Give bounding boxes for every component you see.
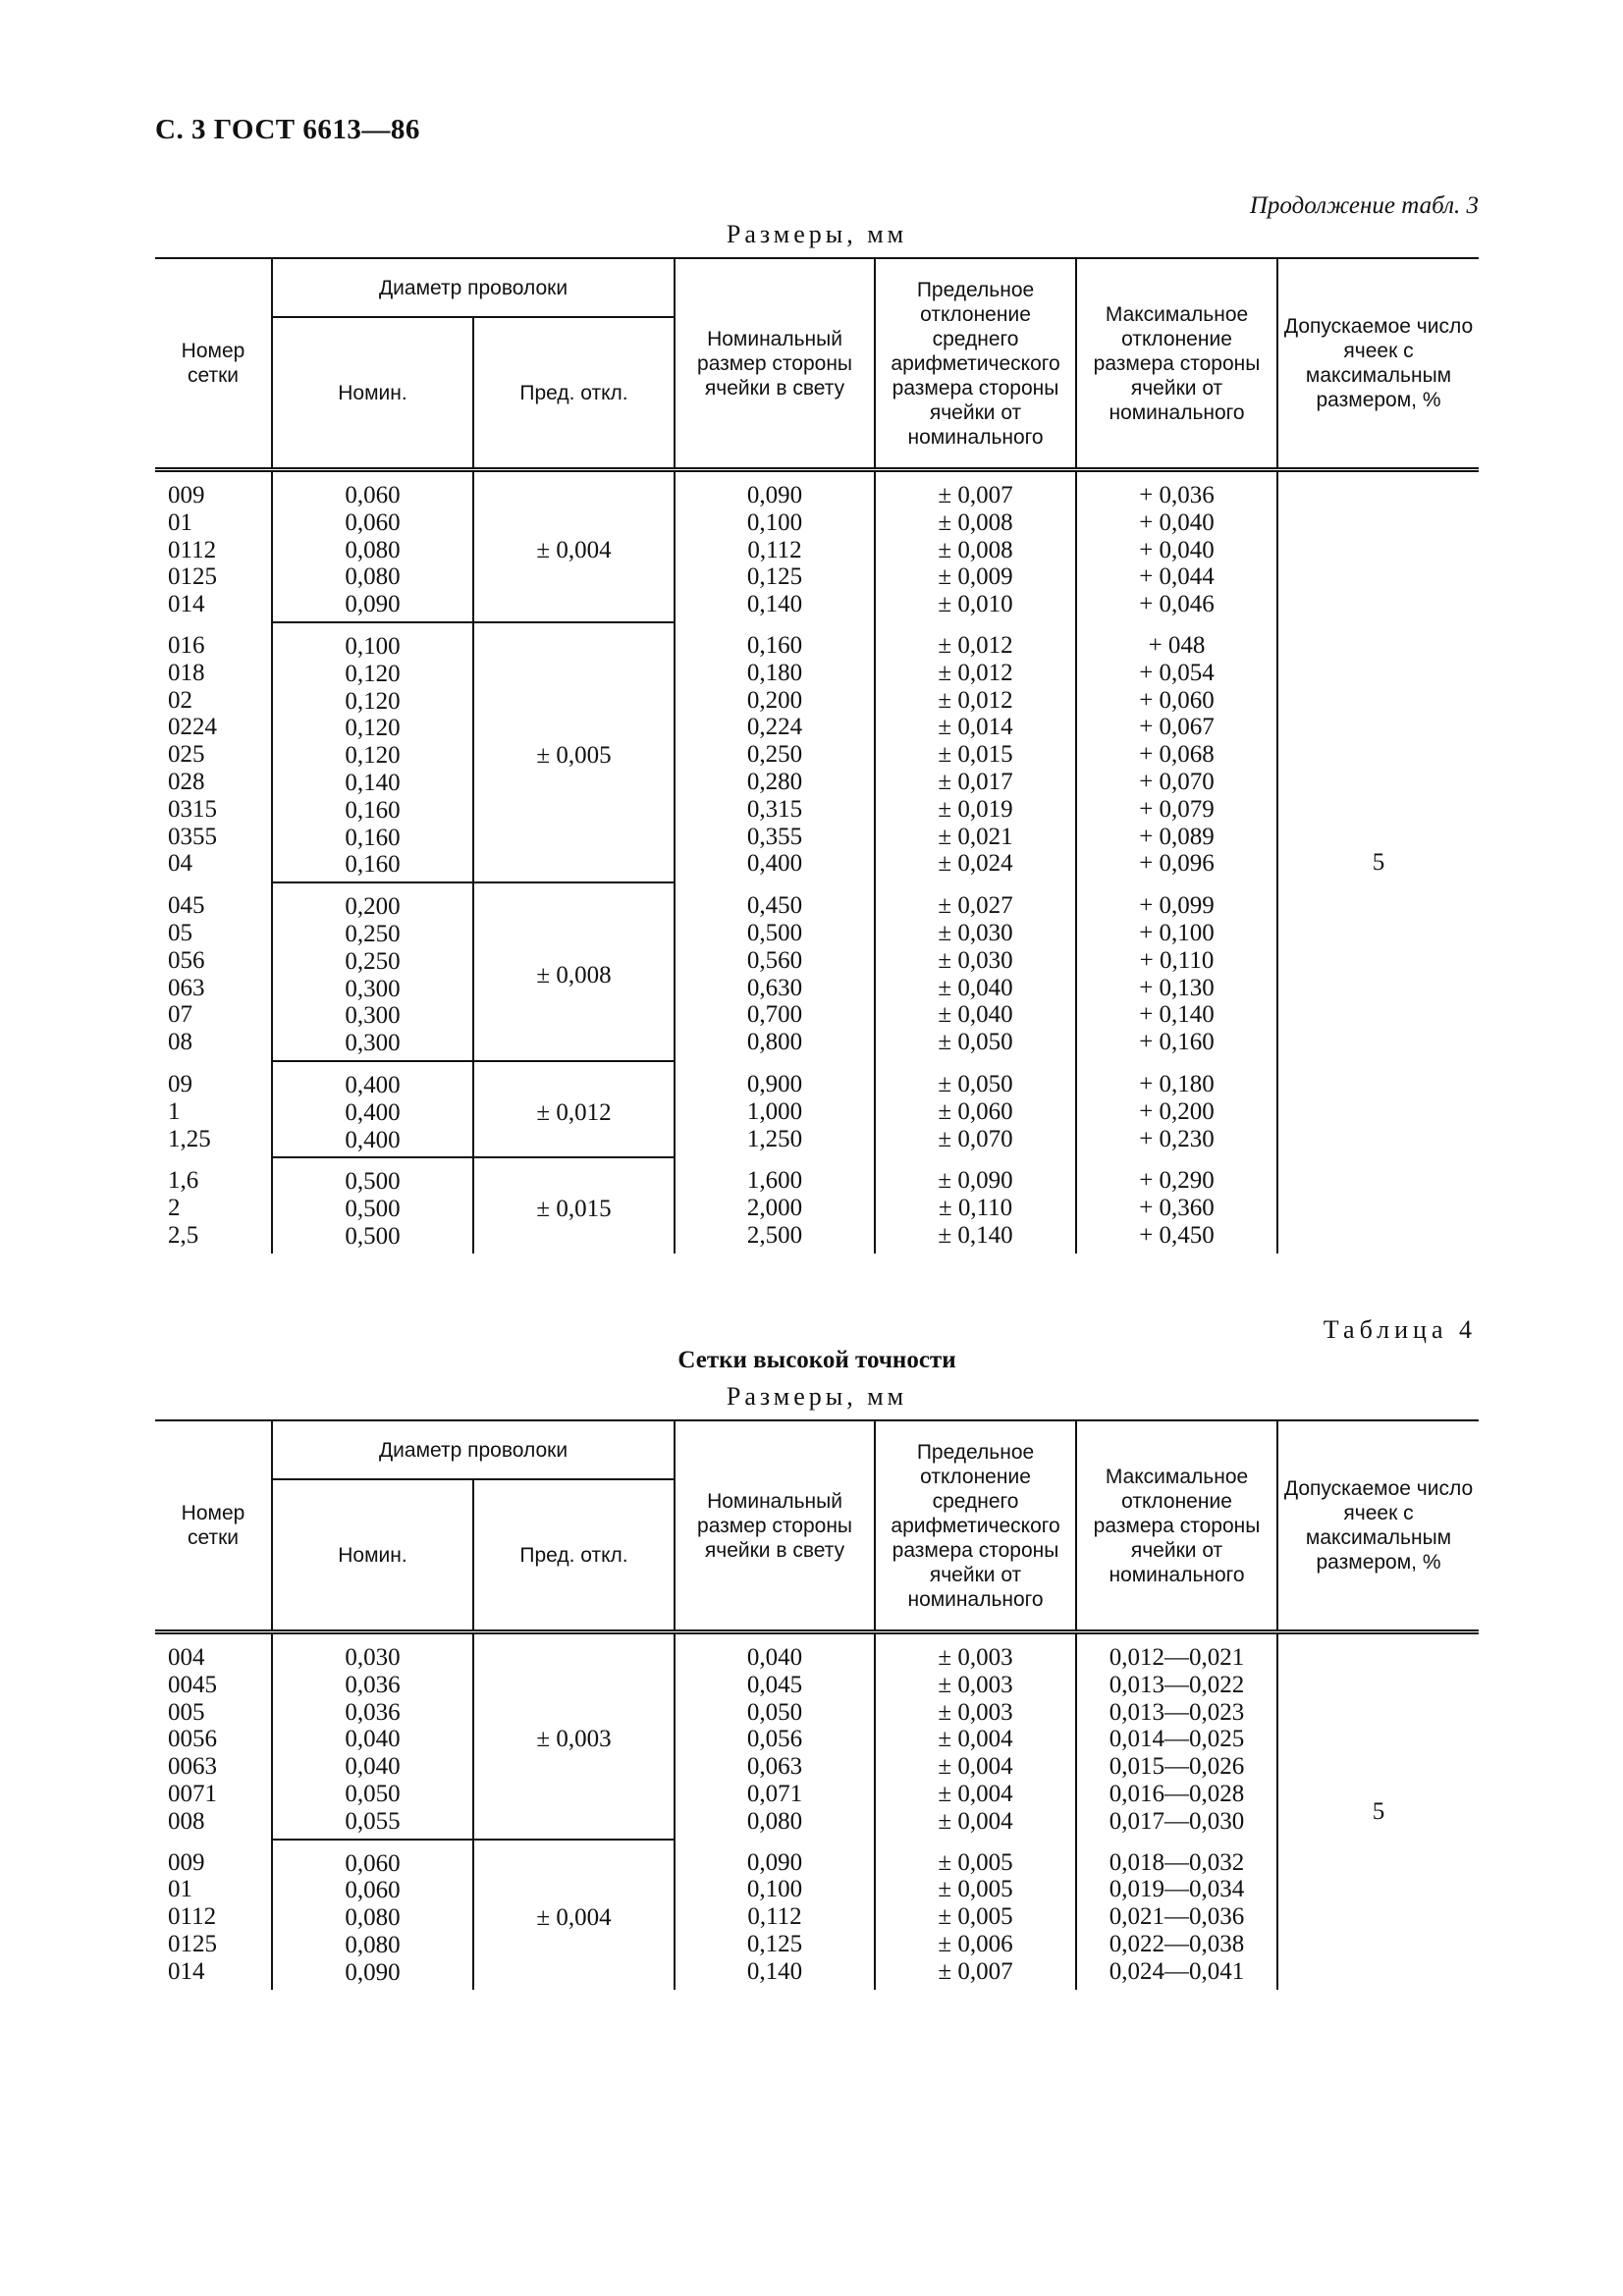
cell-value: 0125 (168, 1930, 217, 1957)
cell-value: 0,019—0,034 (1109, 1876, 1245, 1903)
cell-value: ± 0,008 (938, 508, 1013, 536)
cell-value: 0,160 (345, 796, 401, 824)
cell-value: ± 0,008 (938, 536, 1013, 563)
max-deviation-cell (1076, 470, 1277, 622)
table-4-label: Таблица 4 (1323, 1315, 1477, 1344)
cell-value: + 0,079 (1139, 795, 1215, 823)
cell-value: 01 (168, 508, 192, 536)
mesh-number-cell (155, 622, 272, 882)
cell-value: ± 0,006 (938, 1930, 1013, 1957)
cell-value: ± 0,004 (938, 1753, 1013, 1781)
cell-value: 0,090 (345, 591, 401, 618)
cell-value: 0,500 (345, 1196, 401, 1223)
cell-value: 0,120 (345, 687, 401, 715)
cell-value: 05 (168, 919, 192, 946)
cell-value: 0,500 (746, 919, 803, 946)
cell-value: + 0,040 (1139, 536, 1215, 563)
cell-value: 0,180 (746, 659, 803, 686)
cell-value: 0,250 (746, 741, 803, 769)
max-deviation-cell (1076, 622, 1277, 882)
wire-nominal-cell (272, 1061, 473, 1157)
cell-value: 0,050 (345, 1780, 401, 1807)
cell-value: ± 0,060 (938, 1097, 1013, 1125)
cell-value: ± 0,003 (938, 1698, 1013, 1726)
cell-value: ± 0,019 (938, 795, 1013, 823)
cell-value: ± 0,050 (938, 1070, 1013, 1097)
aperture-cell (675, 882, 875, 1061)
header-allowed-cells: Допускаемое число ячеек с максимальным размером, % (1277, 1420, 1479, 1632)
cell-value: + 0,060 (1139, 686, 1215, 714)
cell-value: + 0,450 (1139, 1221, 1215, 1249)
cell-value: 0,120 (345, 660, 401, 687)
cell-value: + 0,089 (1139, 823, 1215, 850)
cell-value: + 0,096 (1139, 850, 1215, 878)
cell-value: 0,080 (746, 1807, 803, 1835)
table-3 (155, 257, 1479, 1254)
cell-value: 016 (168, 631, 205, 659)
mesh-number-cell (155, 1061, 272, 1157)
wire-nominal-cell (272, 1632, 473, 1840)
max-deviation-cell (1076, 882, 1277, 1061)
cell-value: 0,400 (746, 850, 803, 878)
cell-value: + 0,068 (1139, 741, 1215, 769)
cell-value: 0,036 (345, 1698, 401, 1726)
cell-value: 0,080 (345, 1931, 401, 1958)
cell-value: 02 (168, 686, 192, 714)
header-nominal-aperture: Номинальный размер стороны ячейки в свету (675, 1420, 875, 1632)
cell-value: 0,250 (345, 920, 401, 947)
cell-value: 0,300 (345, 1030, 401, 1057)
cell-value: 0,080 (345, 536, 401, 563)
tolerance-value: ± 0,003 (536, 1726, 612, 1753)
continuation-label: Продолжение табл. 3 (1249, 192, 1479, 219)
header-nominal-aperture: Номинальный размер стороны ячейки в свету (675, 258, 875, 470)
cell-value: ± 0,005 (938, 1848, 1013, 1876)
cell-value: 0,140 (345, 769, 401, 796)
cell-value: 0,012—0,021 (1109, 1644, 1245, 1671)
cell-value: + 0,160 (1139, 1029, 1215, 1056)
cell-value: 0,013—0,022 (1109, 1671, 1245, 1698)
table-3-body (155, 470, 1479, 1254)
cell-value: 0,014—0,025 (1109, 1726, 1245, 1753)
header-max-deviation: Максимальное отклонение размера стороны ячейки от номинального (1076, 258, 1277, 470)
cell-value: ± 0,009 (938, 563, 1013, 591)
mean-deviation-cell (875, 1157, 1076, 1253)
table-4 (155, 1419, 1479, 1990)
tolerance-value: ± 0,008 (536, 961, 612, 988)
tolerance-value: ± 0,005 (536, 742, 612, 770)
allowed-cells-value: 5 (1372, 848, 1385, 876)
mean-deviation-cell (875, 1061, 1076, 1157)
cell-value: 0,125 (746, 563, 803, 591)
wire-nominal-cell (272, 1157, 473, 1253)
cell-value: 09 (168, 1070, 192, 1097)
cell-value: + 0,180 (1139, 1070, 1215, 1097)
cell-value: 0315 (168, 795, 217, 823)
cell-value: 1 (168, 1097, 181, 1125)
cell-value: 028 (168, 768, 205, 795)
aperture-cell (675, 1061, 875, 1157)
cell-value: 0,024—0,041 (1109, 1957, 1245, 1985)
wire-nominal-cell (272, 1840, 473, 1990)
wire-tolerance-cell (473, 1840, 675, 1990)
cell-value: 2,000 (746, 1195, 803, 1222)
cell-value: ± 0,030 (938, 919, 1013, 946)
wire-nominal-cell (272, 882, 473, 1061)
cell-value: 0,120 (345, 742, 401, 770)
cell-value: 0,280 (746, 768, 803, 795)
aperture-cell (675, 622, 875, 882)
wire-tolerance-cell (473, 622, 675, 882)
cell-value: ± 0,012 (938, 686, 1013, 714)
cell-value: + 0,230 (1139, 1125, 1215, 1152)
cell-value: 2,500 (746, 1221, 803, 1249)
cell-value: 0,700 (746, 1001, 803, 1029)
cell-value: ± 0,004 (938, 1726, 1013, 1753)
header-max-deviation: Максимальное отклонение размера стороны ячейки от номинального (1076, 1420, 1277, 1632)
cell-value: 0,100 (746, 1876, 803, 1903)
cell-value: ± 0,110 (938, 1195, 1013, 1222)
max-deviation-cell (1076, 1157, 1277, 1253)
cell-value: + 0,044 (1139, 563, 1215, 591)
cell-value: 0,045 (746, 1671, 803, 1698)
cell-value: 0,021—0,036 (1109, 1903, 1245, 1931)
cell-value: 0,080 (345, 563, 401, 591)
table-row (155, 1632, 1479, 1840)
cell-value: ± 0,004 (938, 1807, 1013, 1835)
cell-value: ± 0,050 (938, 1029, 1013, 1056)
cell-value: 0,450 (746, 892, 803, 920)
cell-value: 0071 (168, 1780, 217, 1807)
cell-value: 063 (168, 974, 205, 1001)
cell-value: ± 0,021 (938, 823, 1013, 850)
cell-value: 0,036 (345, 1671, 401, 1698)
cell-value: 0,315 (746, 795, 803, 823)
wire-nominal-cell (272, 470, 473, 622)
cell-value: ± 0,005 (938, 1903, 1013, 1931)
cell-value: 0,160 (345, 851, 401, 879)
cell-value: ± 0,140 (938, 1221, 1013, 1249)
wire-tolerance-cell (473, 1061, 675, 1157)
cell-value: 0,015—0,026 (1109, 1753, 1245, 1781)
cell-value: 056 (168, 946, 205, 974)
tolerance-value: ± 0,012 (536, 1098, 612, 1126)
header-allowed-cells: Допускаемое число ячеек с максимальным размером, % (1277, 258, 1479, 470)
cell-value: + 0,067 (1139, 714, 1215, 741)
cell-value: ± 0,005 (938, 1876, 1013, 1903)
wire-tolerance-cell (473, 882, 675, 1061)
cell-value: 0,030 (345, 1644, 401, 1671)
cell-value: ± 0,007 (938, 482, 1013, 508)
cell-value: 1,250 (746, 1125, 803, 1152)
wire-tolerance-cell (473, 470, 675, 622)
cell-value: 0,400 (345, 1098, 401, 1126)
cell-value: + 0,036 (1139, 482, 1215, 508)
cell-value: 1,000 (746, 1097, 803, 1125)
cell-value: 0,300 (345, 1002, 401, 1030)
tolerance-value: ± 0,015 (536, 1196, 612, 1223)
cell-value: ± 0,012 (938, 659, 1013, 686)
cell-value: 0,300 (345, 975, 401, 1002)
cell-value: ± 0,007 (938, 1957, 1013, 1985)
cell-value: + 0,200 (1139, 1097, 1215, 1125)
cell-value: + 0,070 (1139, 768, 1215, 795)
cell-value: 08 (168, 1029, 192, 1056)
cell-value: 0,500 (345, 1168, 401, 1196)
cell-value: 0063 (168, 1753, 217, 1781)
cell-value: 0,063 (746, 1753, 803, 1781)
allowed-cells-cell (1277, 1632, 1479, 1990)
cell-value: ± 0,027 (938, 892, 1013, 920)
cell-value: 0,040 (345, 1753, 401, 1781)
cell-value: + 0,110 (1139, 946, 1215, 974)
max-deviation-cell (1076, 1840, 1277, 1990)
tolerance-value: ± 0,004 (536, 536, 612, 563)
mesh-number-cell (155, 470, 272, 622)
cell-value: 0224 (168, 714, 217, 741)
cell-value: 04 (168, 850, 192, 878)
cell-value: + 0,140 (1139, 1001, 1215, 1029)
cell-value: + 0,099 (1139, 892, 1215, 920)
header-wire-diameter: Диаметр проволоки (272, 1420, 675, 1479)
header-mesh-number: Номер сетки (155, 1420, 272, 1632)
cell-value: 0112 (168, 1903, 217, 1931)
max-deviation-cell (1076, 1061, 1277, 1157)
cell-value: + 0,130 (1139, 974, 1215, 1001)
header-mesh-number: Номер сетки (155, 258, 272, 470)
cell-value: 0,100 (345, 632, 401, 660)
wire-nominal-cell (272, 622, 473, 882)
cell-value: ± 0,090 (938, 1167, 1013, 1195)
cell-value: 008 (168, 1807, 205, 1835)
cell-value: 0,071 (746, 1780, 803, 1807)
header-tolerance: Пред. откл. (473, 317, 675, 470)
cell-value: ± 0,012 (938, 631, 1013, 659)
allowed-cells-value: 5 (1372, 1797, 1385, 1825)
cell-value: 0,017—0,030 (1109, 1807, 1245, 1835)
cell-value: + 048 (1148, 631, 1206, 659)
cell-value: 0,060 (345, 482, 401, 508)
cell-value: 0,400 (345, 1071, 401, 1098)
cell-value: 045 (168, 892, 205, 920)
header-nominal: Номин. (272, 1479, 473, 1632)
cell-value: ± 0,004 (938, 1780, 1013, 1807)
mean-deviation-cell (875, 1840, 1076, 1990)
cell-value: 009 (168, 482, 205, 508)
cell-value: 2 (168, 1195, 181, 1222)
mean-deviation-cell (875, 1632, 1076, 1840)
cell-value: ± 0,015 (938, 741, 1013, 769)
max-deviation-cell (1076, 1632, 1277, 1840)
cell-value: 1,6 (168, 1167, 199, 1195)
cell-value: + 0,046 (1139, 591, 1215, 618)
tolerance-value: ± 0,004 (536, 1904, 612, 1932)
header-tolerance: Пред. откл. (473, 1479, 675, 1632)
units-label-table4: Размеры, мм (726, 1382, 908, 1411)
table-row (155, 470, 1479, 622)
cell-value: 0,013—0,023 (1109, 1698, 1245, 1726)
cell-value: 0,355 (746, 823, 803, 850)
cell-value: ± 0,003 (938, 1644, 1013, 1671)
cell-value: 0,100 (746, 508, 803, 536)
mean-deviation-cell (875, 622, 1076, 882)
cell-value: 0,112 (747, 1903, 802, 1931)
cell-value: 014 (168, 1957, 205, 1985)
cell-value: 1,25 (168, 1125, 211, 1152)
cell-value: 0,400 (345, 1126, 401, 1153)
cell-value: 0,060 (345, 1849, 401, 1877)
cell-value: ± 0,003 (938, 1671, 1013, 1698)
header-mean-deviation: Предельное отклонение среднего арифметического размера стороны ячейки от номинального (875, 258, 1076, 470)
cell-value: 0,125 (746, 1930, 803, 1957)
cell-value: 005 (168, 1698, 205, 1726)
cell-value: 0,120 (345, 715, 401, 742)
cell-value: 0045 (168, 1671, 217, 1698)
cell-value: 0,560 (746, 946, 803, 974)
cell-value: 0,056 (746, 1726, 803, 1753)
aperture-cell (675, 470, 875, 622)
mesh-number-cell (155, 882, 272, 1061)
cell-value: 0056 (168, 1726, 217, 1753)
cell-value: 0,055 (345, 1807, 401, 1835)
allowed-cells-cell (1277, 470, 1479, 1254)
cell-value: ± 0,014 (938, 714, 1013, 741)
cell-value: 07 (168, 1001, 192, 1029)
cell-value: ± 0,010 (938, 591, 1013, 618)
cell-value: 0,140 (746, 1957, 803, 1985)
cell-value: 0355 (168, 823, 217, 850)
cell-value: + 0,290 (1139, 1167, 1215, 1195)
cell-value: + 0,360 (1139, 1195, 1215, 1222)
cell-value: 0,200 (746, 686, 803, 714)
cell-value: 0,050 (746, 1698, 803, 1726)
cell-value: 0,060 (345, 1877, 401, 1904)
cell-value: 0,090 (345, 1958, 401, 1986)
cell-value: 0,080 (345, 1904, 401, 1932)
cell-value: + 0,100 (1139, 919, 1215, 946)
cell-value: 1,600 (746, 1167, 803, 1195)
cell-value: ± 0,040 (938, 1001, 1013, 1029)
mean-deviation-cell (875, 470, 1076, 622)
cell-value: 0,200 (345, 893, 401, 921)
aperture-cell (675, 1157, 875, 1253)
cell-value: 0,040 (345, 1726, 401, 1753)
mesh-number-cell (155, 1840, 272, 1990)
cell-value: 0,090 (746, 1848, 803, 1876)
cell-value: ± 0,030 (938, 946, 1013, 974)
cell-value: 0,224 (746, 714, 803, 741)
cell-value: 0,900 (746, 1070, 803, 1097)
wire-tolerance-cell (473, 1632, 675, 1840)
cell-value: ± 0,024 (938, 850, 1013, 878)
aperture-cell (675, 1632, 875, 1840)
mean-deviation-cell (875, 882, 1076, 1061)
page-header: С. 3 ГОСТ 6613—86 (155, 114, 420, 145)
cell-value: ± 0,017 (938, 768, 1013, 795)
cell-value: 2,5 (168, 1221, 199, 1249)
cell-value: 0112 (168, 536, 217, 563)
cell-value: 0,022—0,038 (1109, 1930, 1245, 1957)
units-label-table3: Размеры, мм (726, 220, 908, 248)
cell-value: + 0,054 (1139, 659, 1215, 686)
mesh-number-cell (155, 1157, 272, 1253)
aperture-cell (675, 1840, 875, 1990)
cell-value: 004 (168, 1644, 205, 1671)
cell-value: 025 (168, 741, 205, 769)
cell-value: 0,112 (747, 536, 802, 563)
cell-value: 0,060 (345, 508, 401, 536)
cell-value: + 0,040 (1139, 508, 1215, 536)
cell-value: 0125 (168, 563, 217, 591)
cell-value: 0,160 (746, 631, 803, 659)
cell-value: 0,160 (345, 824, 401, 851)
cell-value: 014 (168, 591, 205, 618)
cell-value: ± 0,040 (938, 974, 1013, 1001)
header-mean-deviation: Предельное отклонение среднего арифметического размера стороны ячейки от номинального (875, 1420, 1076, 1632)
header-nominal: Номин. (272, 317, 473, 470)
mesh-number-cell (155, 1632, 272, 1840)
cell-value: 0,630 (746, 974, 803, 1001)
cell-value: 0,140 (746, 591, 803, 618)
cell-value: 0,016—0,028 (1109, 1780, 1245, 1807)
cell-value: 0,018—0,032 (1109, 1848, 1245, 1876)
cell-value: 0,090 (746, 482, 803, 508)
cell-value: 009 (168, 1848, 205, 1876)
header-wire-diameter: Диаметр проволоки (272, 258, 675, 317)
cell-value: 0,800 (746, 1029, 803, 1056)
cell-value: 01 (168, 1876, 192, 1903)
cell-value: 018 (168, 659, 205, 686)
cell-value: 0,500 (345, 1222, 401, 1250)
table-4-title: Сетки высокой точности (677, 1347, 956, 1373)
cell-value: ± 0,070 (938, 1125, 1013, 1152)
wire-tolerance-cell (473, 1157, 675, 1253)
cell-value: 0,250 (345, 947, 401, 975)
cell-value: 0,040 (746, 1644, 803, 1671)
table-4-body (155, 1632, 1479, 1990)
